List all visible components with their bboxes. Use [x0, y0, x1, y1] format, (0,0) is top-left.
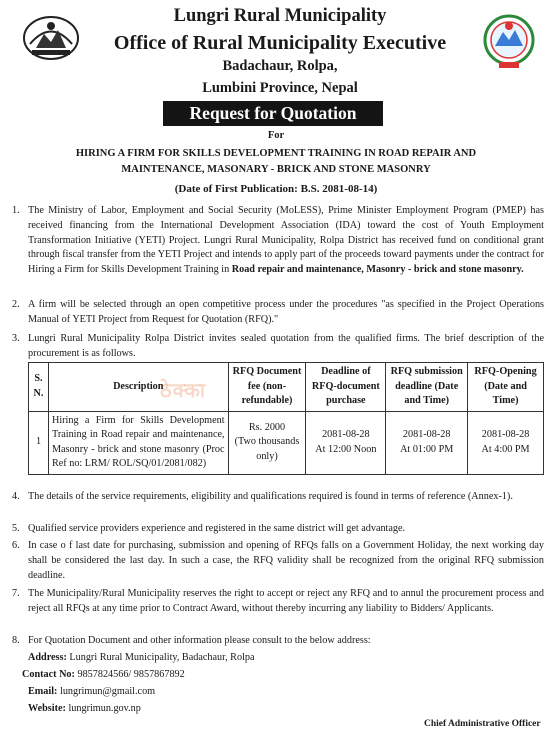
website-label: Website: [28, 703, 66, 714]
cell-submission [386, 411, 468, 474]
watermark: ठेक्का [160, 380, 207, 402]
cell-opening [468, 411, 544, 474]
th-sn: S. N. [29, 363, 49, 412]
for-label: For [267, 130, 285, 141]
cell-purchase [306, 411, 386, 474]
municipality-name: Lungri Rural Municipality [173, 6, 387, 26]
para-1 [28, 204, 544, 278]
cell-fee [228, 411, 306, 474]
para-1-number: 1. [12, 205, 20, 216]
th-fee: RFQ Document fee (non-refundable) [228, 363, 306, 412]
office-name: Office of Rural Municipality Executive [113, 32, 447, 54]
th-submission: RFQ submission deadline (Date and Time) [386, 363, 468, 412]
fee-words: (Two thousands only) [234, 436, 300, 462]
contact-label: Contact No: [22, 669, 75, 680]
rfq-title-banner: Request for Quotation [163, 101, 383, 126]
notice-subject: HIRING A FIRM FOR SKILLS DEVELOPMENT TRAINING IN ROAD REPAIR AND MAINTENANCE, MASONARY - BRICK AND STONE MASONRY [75, 148, 477, 175]
para-5-number: 5. [12, 523, 20, 534]
cell-description: Hiring a Firm for Skills Development Training in Road repair and maintenance, Masonry - brick and stone masonry (Proc Ref no: LRM/ ROL/SQ/01/2081/082) [48, 411, 228, 474]
contact-website [28, 702, 141, 716]
opening-date: 2081-08-28 [481, 429, 530, 440]
fee-amount: Rs. 2000 [248, 421, 286, 433]
purchase-date: 2081-08-28 [322, 429, 370, 440]
contact-email [28, 685, 155, 699]
th-description: Description [48, 363, 228, 412]
para-3-number: 3. [12, 333, 20, 344]
th-deadline-purchase: Deadline of RFQ-document purchase [306, 363, 386, 412]
para-1-bold: Road repair and maintenance, Masonry - brick and stone masonry. [231, 264, 524, 276]
cell-sn: 1 [29, 411, 49, 474]
address-line-1: Badachaur, Rolpa, [222, 58, 338, 74]
website-value[interactable]: lungrimun.gov.np [68, 703, 141, 714]
address-label: Address: [28, 652, 67, 663]
para-1-text: The Ministry of Labor, Employment and Social Security (MoLESS), Prime Minister Employment Program (PMEP) has received financing from the International Development Association (IDA) toward the cost of Youth Employment Transformation Initiative (YETI) Project. Lungri Rural Municipality, Rolpa District has received fund on conditional grant through fiscal transfer from the YETI Project and intends to apply part of the proceeds toward payments under the contract for Hiring a Firm for Skills Development Training in [28, 205, 544, 276]
para-7-number: 7. [12, 588, 20, 599]
table-header-row [29, 363, 544, 412]
opening-time: At 4:00 PM [481, 443, 530, 455]
address-line-2: Lumbini Province, Nepal [202, 80, 358, 96]
table-row [29, 411, 544, 474]
publication-date: (Date of First Publication: B.S. 2081-08-14) [174, 183, 378, 195]
para-2-number: 2. [12, 299, 20, 310]
para-6-number: 6. [12, 540, 20, 551]
para-7: The Municipality/Rural Municipality reserves the right to accept or reject any RFQ and to annul the procurement process and reject all RFQs at any time prior to Contract Award, without thereby incurring any liability to Bidders/ Applicants. [28, 588, 544, 614]
procurement-table [28, 362, 544, 475]
para-2: A firm will be selected through an open competitive process under the procedures "as specified in the Project Operations Manual of YETI Project from Request for Quotation (RFQ)." [28, 299, 544, 325]
para-3: Lungri Rural Municipality Rolpa District invites sealed quotation from the qualified firms. The brief description of the procurement is as follows. [28, 333, 544, 359]
email-value[interactable]: lungrimun@gmail.com [59, 686, 156, 697]
contact-value: 9857824566/ 9857867892 [77, 669, 185, 680]
para-4: The details of the service requirements, eligibility and qualifications required is found in terms of reference (Annex-1). [28, 491, 513, 502]
notice-header [0, 0, 552, 100]
submission-date: 2081-08-28 [402, 429, 451, 440]
purchase-time: At 12:00 Noon [315, 443, 377, 455]
contact-phone [22, 668, 185, 682]
contact-address [28, 651, 255, 665]
nepal-emblem-icon [22, 14, 80, 62]
email-label: Email: [28, 686, 58, 697]
signatory: Chief Administrative Officer [424, 719, 541, 729]
para-4-number: 4. [12, 491, 20, 502]
para-8-number: 8. [12, 635, 20, 646]
th-opening: RFQ-Opening (Date and Time) [468, 363, 544, 412]
submission-time: At 01:00 PM [400, 443, 454, 455]
para-6: In case o f last date for purchasing, submission and opening of RFQs falls on a Government Holiday, the next working day shall be considered the last day. In such a case, the RFQ validity shall be recognized from the original RFQ submission deadline. [28, 540, 544, 581]
para-8: For Quotation Document and other information please consult to the below address: [28, 635, 371, 646]
para-5: Qualified service providers experience and registered in the same district will get advantage. [28, 523, 406, 534]
address-value: Lungri Rural Municipality, Badachaur, Rolpa [69, 652, 255, 663]
municipality-logo-icon [483, 12, 535, 72]
